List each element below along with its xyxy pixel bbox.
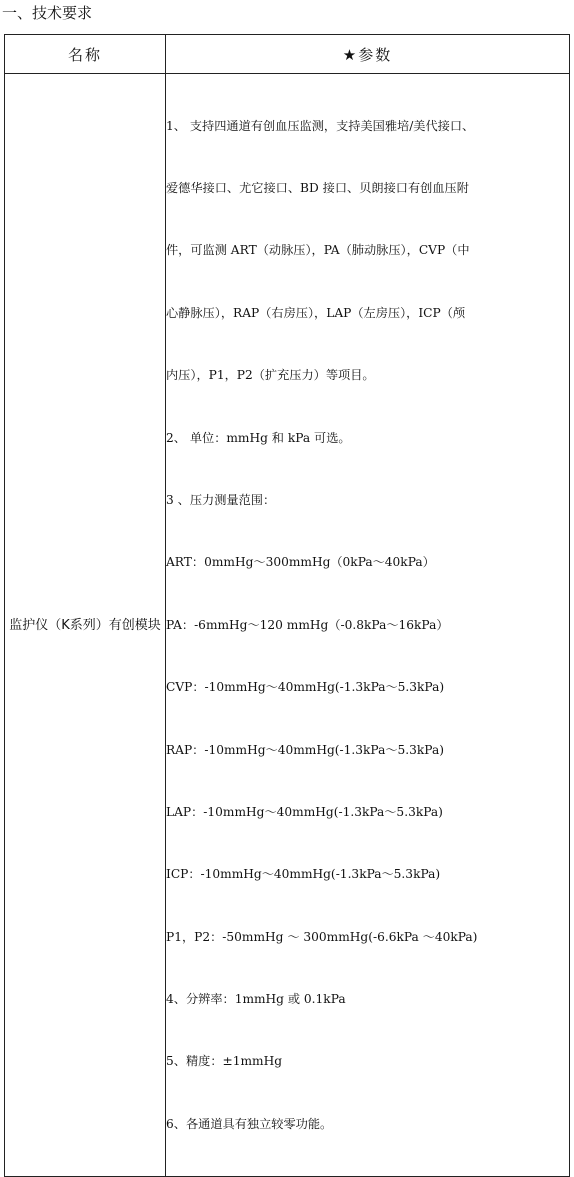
param-line: 5、精度：±1mmHg <box>166 1054 283 1069</box>
param-line: 心静脉压），RAP（右房压），LAP（左房压），ICP（颅 <box>166 305 466 320</box>
param-line: 件，可监测 ART（动脉压），PA（肺动脉压），CVP（中 <box>166 243 470 258</box>
param-line: ICP：-10mmHg～40mmHg(-1.3kPa～5.3kPa) <box>166 867 441 882</box>
param-line: 4、分辨率：1mmHg 或 0.1kPa <box>166 992 346 1007</box>
param-line: LAP：-10mmHg～40mmHg(-1.3kPa～5.3kPa) <box>166 804 443 819</box>
param-line: CVP：-10mmHg～40mmHg(-1.3kPa～5.3kPa) <box>166 680 445 695</box>
table-header-row <box>5 35 570 74</box>
param-cell <box>166 74 570 1177</box>
header-param: ★参数 <box>166 35 570 74</box>
spec-table <box>4 34 570 1177</box>
header-name: 名称 <box>5 35 166 74</box>
param-line: 3 、压力测量范围： <box>166 492 276 507</box>
param-line: P1，P2：-50mmHg ～ 300mmHg(-6.6kPa ～40kPa) <box>166 929 478 944</box>
param-line: ART：0mmHg～300mmHg（0kPa～40kPa） <box>166 555 435 570</box>
param-line: 内压），P1，P2（扩充压力）等项目。 <box>166 368 375 383</box>
row-name: 监护仪（K系列）有创模块 <box>5 74 166 1177</box>
section-title: 一、技术要求 <box>2 4 93 22</box>
param-line: RAP：-10mmHg～40mmHg(-1.3kPa～5.3kPa) <box>166 742 444 757</box>
param-line: PA：-6mmHg～120 mmHg（-0.8kPa～16kPa） <box>166 617 449 632</box>
param-line: 2、 单位：mmHg 和 kPa 可选。 <box>166 430 351 445</box>
param-line: 6、各通道具有独立较零功能。 <box>166 1116 333 1131</box>
param-line: 1、 支持四通道有创血压监测，支持美国雅培/美代接口、 <box>166 118 475 133</box>
param-line: 爱德华接口、尤它接口、BD 接口、贝朗接口有创血压附 <box>166 180 469 195</box>
table-row <box>5 74 570 1177</box>
